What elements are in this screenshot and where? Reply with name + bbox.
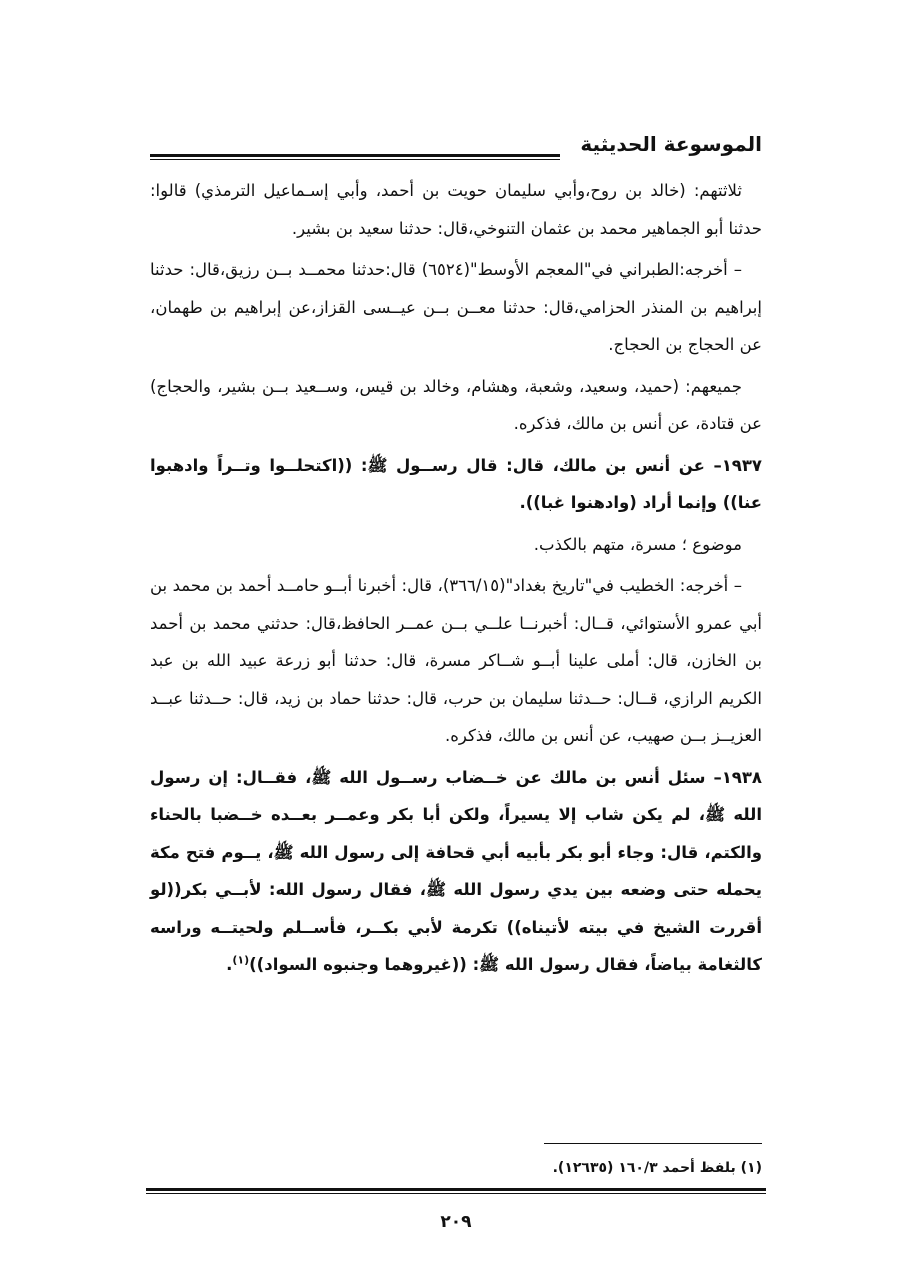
paragraph-chain-narrators: ثلاثتهم: (خالد بن روح،وأبي سليمان حويت بن أحمد، وأبي إسـماعيل الترمذي) قالوا: حدثنا أبو الجماهير محمد بن عثمان التنوخي،قال: حدثنا سعيد بن بشير. [150, 181, 762, 238]
page-body [150, 172, 762, 984]
footnote-ref: (١) [232, 953, 250, 967]
page-number: ٢٠٩ [440, 1212, 472, 1232]
footnote-rule [544, 1143, 762, 1144]
header-title: الموسوعة الحديثية [580, 132, 762, 156]
grading-1937: موضوع ؛ مسرة، متهم بالكذب. [533, 534, 742, 554]
hadith-1937: ١٩٣٧– عن أنس بن مالك، قال: قال رســول ﷺ: ((اكتحلــوا وتــراً وادهبوا عنا)) وإنما أراد (وادهنوا غبا)). [150, 455, 762, 512]
header-rule [150, 154, 560, 160]
paragraph-takhrij-tabarani: – أخرجه:الطبراني في"المعجم الأوسط"(٦٥٢٤) قال:حدثنا محمــد بــن رزيق،قال: حدثنا إبراهيم بن المنذر الحزامي،قال: حدثنا معــن بــن عيــسى القزاز،عن إبراهيم بن طهمان، عن الحجاج بن الحجاج. [150, 260, 762, 354]
hadith-1938-text: ١٩٣٨– سئل أنس بن مالك عن خــضاب رســول الله ﷺ، فقــال: إن رسول الله ﷺ، لم يكن شاب إلا يسيراً، ولكن أبا بكر وعمــر بعــده خــضبا بالحناء والكتم، قال: وجاء أبو بكر بأبيه أبي قحافة إلى رسول الله ﷺ، يــوم فتح مكة يحمله حتى وضعه بين يدي رسول الله ﷺ، فقال رسول الله: لأبــي بكر((لو أقررت الشيخ في بيته لأتيناه)) تكرمة لأبي بكــر، فأســلم ولحيتــه وراسه كالثغامة بياضاً، فقال رسول الله ﷺ: ((غيروهما وجنبوه السواد)) [150, 767, 762, 974]
hadith-1938-end: . [226, 955, 233, 974]
footnote: (١) بلفظ أحمد ١٦٠/٣ (١٢٦٣٥). [552, 1160, 762, 1176]
footer-rule [146, 1188, 766, 1194]
paragraph-takhrij-khatib: – أخرجه: الخطيب في"تاريخ بغداد"(٣٦٦/١٥)، قال: أخبرنا أبــو حامــد أحمد بن محمد بن أبي عمرو الأستوائي، قــال: أخبرنــا علــي بــن عمــر الحافظ،قال: حدثني محمد بن أحمد بن الخازن، قال: أملى علينا أبــو شــاكر مسرة، قال: حدثنا أبو زرعة عبيد الله بن عبد الكريم الرازي، قــال: حــدثنا سليمان بن حرب، قال: حدثنا حماد بن زيد، قال: حــدثنا عبــد العزيــز بــن صهيب، عن أنس بن مالك، فذكره. [150, 576, 762, 745]
hadith-1938 [150, 759, 762, 984]
paragraph-collective-chain: جميعهم: (حميد، وسعيد، وشعبة، وهشام، وخالد بن قيس، وســعيد بــن بشير، والحجاج) عن قتادة، عن أنس بن مالك، فذكره. [150, 376, 762, 433]
running-header [150, 130, 762, 170]
book-page [150, 130, 762, 1240]
